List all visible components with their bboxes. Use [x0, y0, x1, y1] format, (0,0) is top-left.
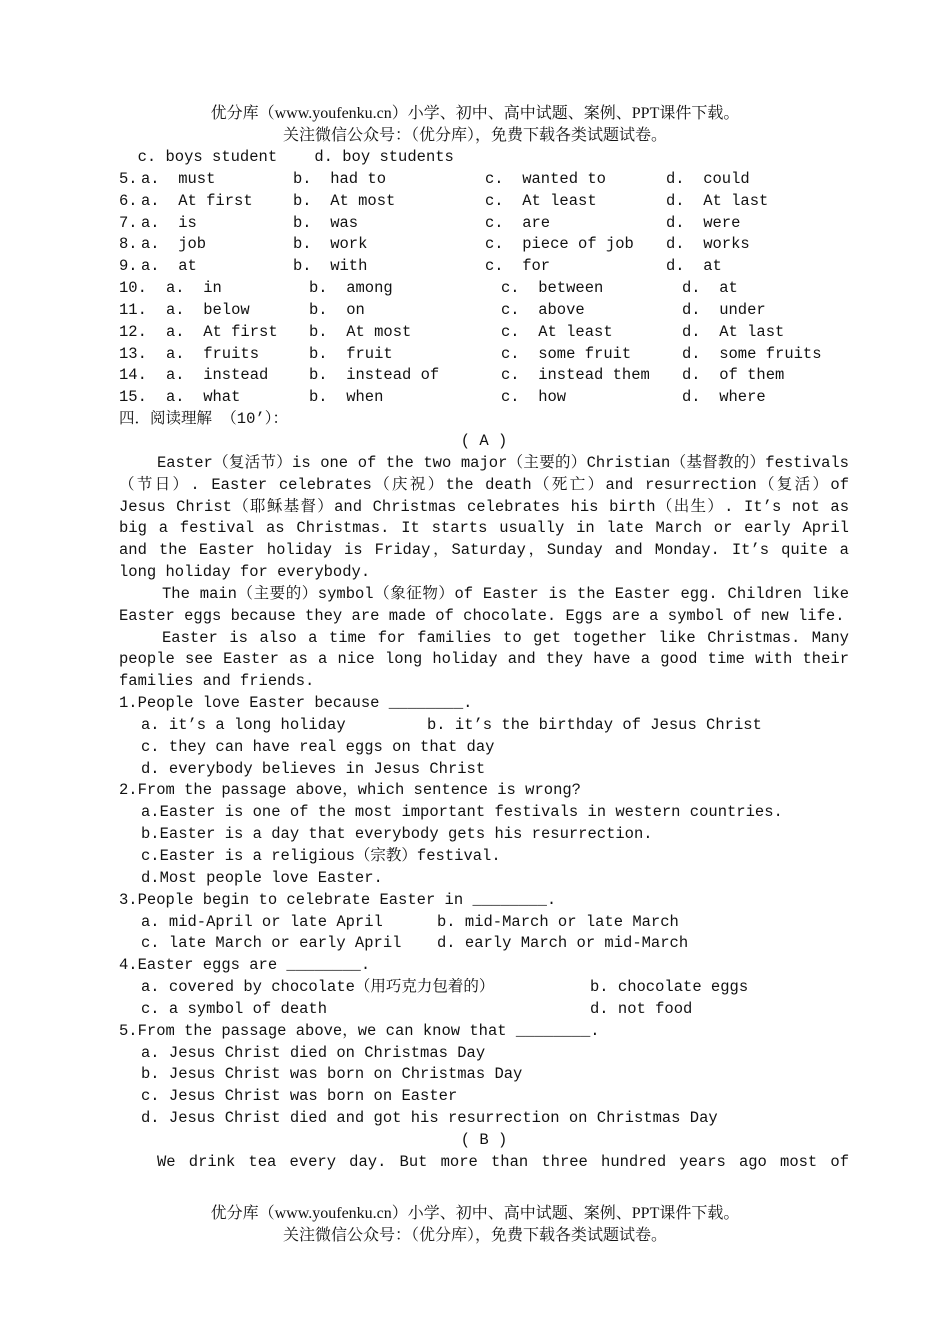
question-3-option-b: b. mid-March or late March [437, 912, 679, 931]
cloze-option-a: a. fruits [166, 344, 260, 363]
cloze-option-d: d. under [682, 300, 766, 319]
question-3: 3.People begin to celebrate Easter in ________. [119, 890, 557, 909]
cloze-option-a: a. what [166, 388, 241, 407]
passage-a-paragraph-2: The main（主要的）symbol（象征物）of Easter is the Easter egg. Children like Easter eggs because they are made of chocolate. Eggs are a symbol of new life. [119, 584, 849, 625]
question-5: 5.From the passage above，we can know that ________. [119, 1021, 600, 1040]
cloze-row [119, 344, 849, 366]
cloze-option-a: a. instead [166, 366, 269, 385]
header-line-2: 关注微信公众号：（优分库），免费下载各类试题试卷。 [282, 127, 667, 144]
question-5-option-b: b. Jesus Christ was born on Christmas Day [141, 1065, 523, 1084]
cloze-row [119, 387, 849, 409]
question-1-option-d: d. everybody believes in Jesus Christ [141, 759, 486, 778]
cloze-option-d: d. could [666, 169, 750, 188]
cloze-tail: c. boys student d. boy students [119, 148, 454, 166]
header-line-1: 优分库（www.youfenku.cn）小学、初中、高中试题、案例、PPT课件下载。 [210, 105, 740, 122]
cloze-number: 14. [119, 366, 147, 385]
cloze-option-d: d. at [666, 257, 722, 276]
cloze-row [119, 191, 849, 213]
cloze-option-d: d. at [682, 279, 738, 298]
cloze-option-d: d. works [666, 235, 750, 254]
cloze-option-b: b. had to [293, 169, 387, 188]
cloze-option-a: a. at [141, 257, 197, 276]
cloze-row [119, 169, 849, 191]
cloze-number: 8. [119, 235, 138, 254]
cloze-option-b: b. among [309, 279, 393, 298]
cloze-row [119, 213, 849, 235]
question-4-option-d: d. not food [590, 999, 693, 1018]
question-3-options-row-2 [119, 933, 849, 955]
question-2-option-c: c.Easter is a religious（宗教）festival. [141, 847, 501, 865]
cloze-option-c: c. piece of job [485, 235, 634, 254]
cloze-number: 11. [119, 300, 147, 319]
cloze-row [119, 278, 849, 300]
cloze-option-d: d. of them [682, 366, 785, 385]
cloze-option-c: c. are [485, 213, 551, 232]
question-1-options-row [119, 715, 849, 737]
page-header [0, 103, 950, 147]
cloze-option-b: b. with [293, 257, 368, 276]
cloze-option-c: c. for [485, 257, 551, 276]
passage-b-paragraph-1-start: We drink tea every day. But more than three hundred years ago most of [157, 1152, 849, 1171]
passage-a-paragraph-3: Easter is also a time for families to get together like Christmas. Many people see Easter as a nice long holiday and they have a good time with their families and friends. [119, 628, 849, 691]
cloze-option-b: b. on [309, 300, 365, 319]
question-3-options-row-1 [119, 912, 849, 934]
cloze-row [119, 234, 849, 256]
question-3-option-a: a. mid-April or late April [141, 912, 383, 931]
footer-line-1: 优分库（www.youfenku.cn）小学、初中、高中试题、案例、PPT课件下载。 [210, 1205, 740, 1222]
cloze-option-a: a. below [166, 300, 250, 319]
cloze-option-c: c. above [501, 300, 585, 319]
cloze-number: 7. [119, 213, 138, 232]
cloze-option-c: c. wanted to [485, 169, 606, 188]
passage-a-label: ( A ) [460, 431, 508, 450]
passage-b-label: ( B ) [460, 1130, 508, 1149]
cloze-option-b: b. when [309, 388, 384, 407]
cloze-option-d: d. were [666, 213, 741, 232]
cloze-option-b: b. At most [309, 322, 412, 341]
cloze-number: 13. [119, 344, 147, 363]
cloze-option-c: c. instead them [501, 366, 650, 385]
cloze-option-c: c. how [501, 388, 567, 407]
cloze-option-d: d. some fruits [682, 344, 822, 363]
section-title: 四．阅读理解 （10’）： [119, 410, 288, 429]
footer-line-2: 关注微信公众号：（优分库），免费下载各类试题试卷。 [282, 1227, 667, 1244]
cloze-option-a: a. At first [166, 322, 278, 341]
question-4-options-row-1 [119, 977, 849, 999]
question-5-option-c: c. Jesus Christ was born on Easter [141, 1087, 458, 1106]
cloze-option-d: d. At last [666, 191, 769, 210]
page-footer [0, 1203, 950, 1247]
cloze-row [119, 365, 849, 387]
cloze-number: 9. [119, 257, 138, 276]
question-2: 2.From the passage above，which sentence is wrong? [119, 781, 581, 800]
cloze-number: 5. [119, 169, 138, 188]
cloze-number: 12. [119, 322, 147, 341]
cloze-option-b: b. At most [293, 191, 396, 210]
cloze-number: 6. [119, 191, 138, 210]
question-4-option-c: c. a symbol of death [141, 999, 328, 1018]
question-5-option-d: d. Jesus Christ died and got his resurrection on Christmas Day [141, 1109, 718, 1128]
cloze-option-a: a. must [141, 169, 216, 188]
cloze-option-c: c. some fruit [501, 344, 632, 363]
cloze-option-d: d. At last [682, 322, 785, 341]
cloze-number: 15. [119, 388, 147, 407]
cloze-option-b: b. instead of [309, 366, 440, 385]
question-4-options-row-2 [119, 999, 849, 1021]
cloze-option-b: b. fruit [309, 344, 393, 363]
question-2-option-d: d.Most people love Easter. [141, 868, 383, 887]
cloze-row [119, 256, 849, 278]
cloze-option-b: b. work [293, 235, 368, 254]
cloze-row [119, 322, 849, 344]
question-4-option-a: a. covered by chocolate（用巧克力包着的） [141, 978, 495, 997]
question-4: 4.Easter eggs are ________. [119, 956, 371, 975]
question-2-option-b: b.Easter is a day that everybody gets his resurrection. [141, 825, 653, 844]
question-1: 1.People love Easter because ________. [119, 694, 473, 713]
cloze-option-b: b. was [293, 213, 359, 232]
cloze-option-a: a. is [141, 213, 197, 232]
question-5-option-a: a. Jesus Christ died on Christmas Day [141, 1043, 486, 1062]
question-1-option-a: a. it’s a long holiday [141, 715, 346, 734]
passage-a-paragraph-1: Easter（复活节）is one of the two major（主要的）Christian（基督教的）festivals（节日）. Easter celebrates（庆祝）the death（死亡）and resurrection（复活）of Jesus Christ（耶稣基督）and Christmas celebrates his birth（出生）. It’s not as big a festival as Christmas. It starts usually in late March or early April and the Easter holiday is Friday，Saturday，Sunday and Monday. It’s quite a long holiday for everybody. [119, 453, 849, 582]
question-4-option-b: b. chocolate eggs [590, 978, 749, 997]
question-1-option-b: b. it’s the birthday of Jesus Christ [427, 715, 762, 734]
cloze-option-c: c. between [501, 279, 604, 298]
cloze-number: 10. [119, 279, 147, 298]
cloze-option-c: c. At least [501, 322, 613, 341]
document-body [119, 147, 849, 1174]
cloze-option-a: a. in [166, 279, 222, 298]
cloze-option-a: a. At first [141, 191, 253, 210]
cloze-options [119, 169, 849, 409]
question-3-option-c: c. late March or early April [141, 934, 402, 953]
cloze-row [119, 300, 849, 322]
cloze-option-a: a. job [141, 235, 207, 254]
question-1-option-c: c. they can have real eggs on that day [141, 737, 495, 756]
question-2-option-a: a.Easter is one of the most important festivals in western countries. [141, 803, 783, 822]
cloze-option-d: d. where [682, 388, 766, 407]
cloze-option-c: c. At least [485, 191, 597, 210]
question-3-option-d: d. early March or mid-March [437, 934, 689, 953]
